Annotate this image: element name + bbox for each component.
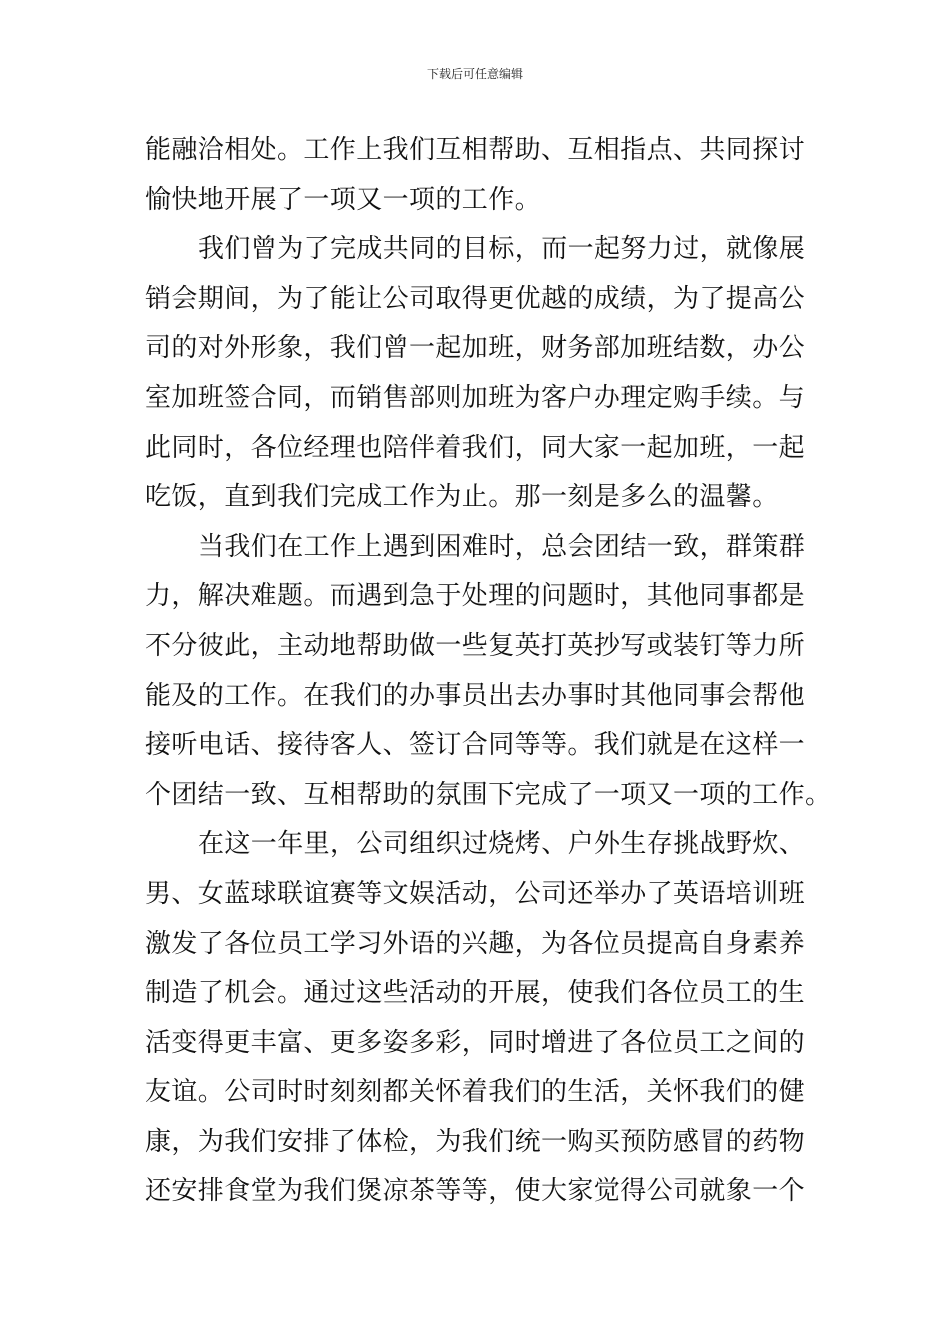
text-line: 不分彼此，主动地帮助做一些复英打英抄写或装钉等力所 <box>145 630 806 661</box>
text-line: 能融洽相处。工作上我们互相帮助、互相指点、共同探讨 <box>145 135 806 165</box>
text-line: 我们曾为了完成共同的目标，而一起努力过，就像展 <box>198 234 806 265</box>
text-line: 司的对外形象，我们曾一起加班，财务部加班结数，办公 <box>145 333 806 364</box>
text-line: 活变得更丰富、更多姿多彩，同时增进了各位员工之间的 <box>145 1027 806 1058</box>
text-line: 愉快地开展了一项又一项的工作。 <box>145 184 542 215</box>
text-line: 还安排食堂为我们煲凉茶等等，使大家觉得公司就象一个 <box>145 1176 806 1207</box>
text-line: 男、女蓝球联谊赛等文娱活动，公司还举办了英语培训班 <box>145 878 806 909</box>
text-line: 销会期间，为了能让公司取得更优越的成绩，为了提高公 <box>145 283 806 314</box>
text-line: 康，为我们安排了体检，为我们统一购买预防感冒的药物 <box>145 1126 806 1157</box>
text-line: 友谊。公司时时刻刻都关怀着我们的生活，关怀我们的健 <box>145 1077 806 1108</box>
text-line: 此同时，各位经理也陪伴着我们，同大家一起加班，一起 <box>145 432 806 463</box>
page-header: 下载后可任意编辑 <box>426 67 523 81</box>
text-line: 吃饭，直到我们完成工作为止。那一刻是多么的温馨。 <box>145 482 779 513</box>
text-line: 在这一年里，公司组织过烧烤、户外生存挑战野炊、 <box>198 829 806 860</box>
text-line: 能及的工作。在我们的办事员出去办事时其他同事会帮他 <box>145 680 806 711</box>
text-line: 激发了各位员工学习外语的兴趣，为各位员提高自身素养 <box>145 928 806 959</box>
text-line: 个团结一致、互相帮助的氛围下完成了一项又一项的工作。 <box>145 779 832 810</box>
text-line: 当我们在工作上遇到困难时，总会团结一致，群策群 <box>198 531 806 562</box>
body-text <box>145 126 832 1217</box>
text-line: 制造了机会。通过这些活动的开展，使我们各位员工的生 <box>145 978 806 1009</box>
text-line: 接听电话、接待客人、签订合同等等。我们就是在这样一 <box>145 730 806 761</box>
text-line: 室加班签合同，而销售部则加班为客户办理定购手续。与 <box>145 382 806 413</box>
text-line: 力，解决难题。而遇到急于处理的问题时，其他同事都是 <box>145 581 806 612</box>
